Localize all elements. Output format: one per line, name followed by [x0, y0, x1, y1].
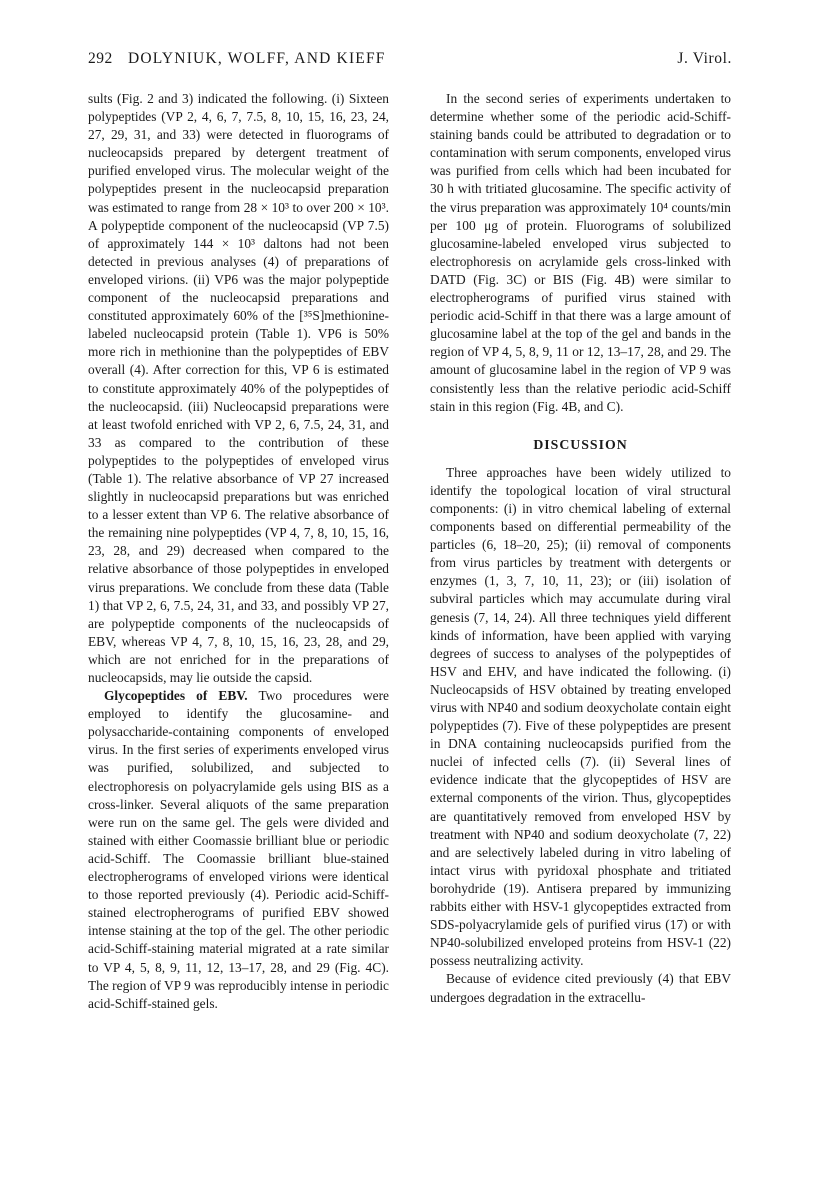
running-header [88, 50, 732, 72]
discussion-paragraph: Three approaches have been widely utilized to identify the topological location of viral structural components: (i) in vitro chemical labeling of external components based on differential permeability of the particles (6, 18–20, 25); (ii) removal of components from virus particles by treatment with detergents or enzymes (1, 3, 7, 10, 11, 23); or (iii) isolation of subviral particles which may accumulate during viral genesis (7, 14, 24). All three techniques yield different kinds of information, have been applied with varying degrees of success to analyses of the polypeptides of HSV and EHV, and have indicated the following. (i) Nucleocapsids of HSV obtained by treating enveloped virus with NP40 and sodium deoxycholate contain eight polypeptides (7). Five of these polypeptides are present in DNA containing nucleocapsids purified from the nuclei of infected cells (7). (ii) Several lines of evidence indicate that the glycopeptides of HSV are external components of the virion. Thus, glycopeptides are quantitatively removed from enveloped HSV by treatment with NP40 and sodium deoxycholate (7, 22) and are selectively labeled during in vitro labeling of intact virus with pyridoxal phosphate and tritiated borohydride (19). Antisera prepared by immunizing rabbits either with HSV-1 glycopeptides extracted from SDS-polyacrylamide gels of purified virus (17) or with NP40-solubilized enveloped proteins from HSV-1 (22) possess neutralizing activity. [430, 464, 731, 969]
glycopeptides-paragraph [88, 687, 389, 1013]
right-column [430, 90, 731, 1007]
glycopeptides-body: Two procedures were employed to identify the glucosamine- and polysaccharide-containing components of enveloped virus. In the first series of experiments enveloped virus was purified, solubilized, and subjected to electrophoresis on polyacrylamide gels using BIS as a cross-linker. Several aliquots of the same preparation were run on the same gel. The gels were divided and stained with either Coomassie brilliant blue or periodic acid-Schiff. The Coomassie brilliant blue-stained electropherograms of enveloped virions were identical to those reported previously (4). Periodic acid-Schiff-stained electropherograms of purified EBV showed intense staining at the top of the gel. The other periodic acid-Schiff-staining material migrated at a rate similar to VP 4, 5, 8, 9, 11, 12, 13–17, 28, and 29 (Fig. 4C). The region of VP 9 was reproducibly intense in periodic acid-Schiff-stained gels. [88, 688, 390, 1011]
running-authors: DOLYNIUK, WOLFF, AND KIEFF [128, 50, 386, 67]
journal-name: J. Virol. [677, 50, 732, 67]
second-series-paragraph: In the second series of experiments undertaken to determine whether some of the periodic acid-Schiff-staining bands could be attributed to degradation or to contamination with serum components, enveloped virus was purified from cells which had been incubated for 30 h with tritiated glucosamine. The specific activity of the virus preparation was approximately 10⁴ counts/min per 100 μg of protein. Fluorograms of solubilized glucosamine-labeled enveloped virus subjected to electrophoresis on acrylamide gels cross-linked with DATD (Fig. 3C) or BIS (Fig. 4B) were similar to electropherograms of purified virus stained with periodic acid-Schiff in that there was a large amount of glucosamine label at the top of the gel and bands in the region of VP 4, 5, 8, 9, 11 or 12, 13–17, 28, and 29. The amount of glucosamine label in the region of VP 9 was consistently less than the relative periodic acid-Schiff stain in this region (Fig. 4B, and C). [430, 91, 731, 414]
glycopeptides-subheading: Glycopeptides of EBV. [104, 688, 248, 704]
degradation-paragraph: Because of evidence cited previously (4) that EBV undergoes degradation in the extracellu- [430, 971, 731, 1005]
results-paragraph: sults (Fig. 2 and 3) indicated the following. (i) Sixteen polypeptides (VP 2, 4, 6, 7, 7.5, 8, 10, 15, 16, 23, 24, 27, 29, 31, and 33) were detected in fluorograms of nucleocapsids prepared by detergent treatment of purified enveloped virus. The molecular weight of the polypeptides present in the nucleocapsid preparation was estimated to range from 28 × 10³ to over 200 × 10³. A polypeptide component of the nucleocapsid (VP 7.5) of approximately 144 × 10³ daltons had not been detected in previous analyses (4) of preparations of enveloped virions. (ii) VP6 was the major polypeptide component of the nucleocapsid preparations and constituted approximately 60% of the [³⁵S]methionine-labeled nucleocapsid protein (Table 1). VP6 is 50% more rich in methionine than the polypeptides of EBV overall (4). After correction for this, VP 6 is estimated to constitute approximately 40% of the polypeptides of the nucleocapsid. (iii) Nucleocapsid preparations were at least twofold enriched with VP 2, 6, 7.5, 24, 31, and 33 as compared to the contribution of these polypeptides to the polypeptides of enveloped virus (Table 1). The relative absorbance of VP 27 increased slightly in nucleocapsid preparations but was enriched to a lesser extent than VP 6. The relative absorbance of the remaining nine polypeptides (VP 4, 7, 8, 10, 15, 16, 23, 28, and 29) decreased when compared to the relative absorbance of those polypeptides in enveloped virus preparations. We conclude from these data (Table 1) that VP 2, 6, 7.5, 24, 31, and 33, and possibly VP 27, are polypeptide components of the nucleocapsids of EBV, whereas VP 4, 7, 8, 10, 15, 16, 23, 28, and 29, which are not enriched for in the preparations of nucleocapsids, may lie outside the capsid. [88, 91, 389, 685]
left-column [88, 90, 389, 1013]
page-number: 292 [88, 50, 113, 67]
discussion-heading: DISCUSSION [533, 436, 628, 452]
